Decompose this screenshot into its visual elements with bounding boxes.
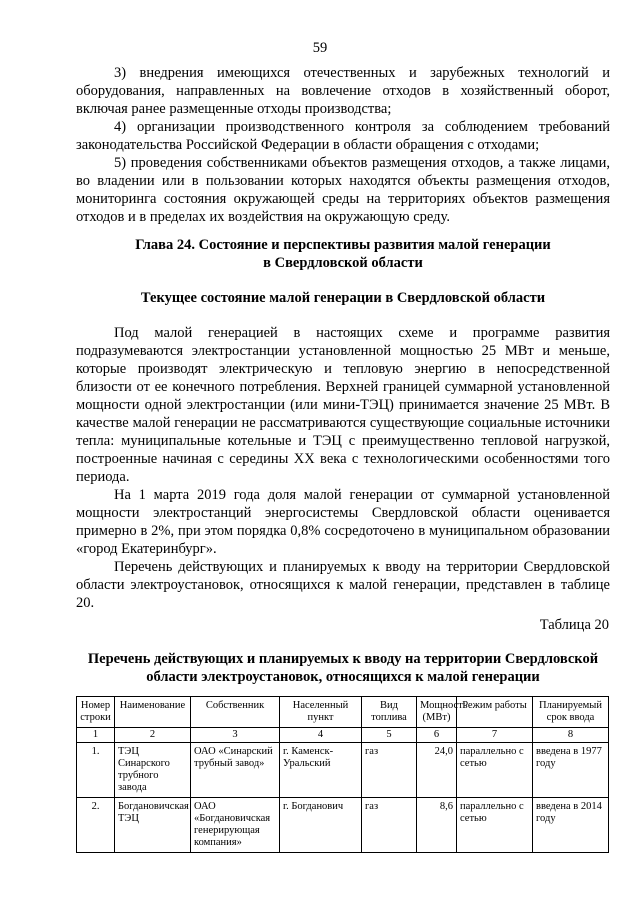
table-title-line: Перечень действующих и планируемых к вводу на территории Свердловской [87,651,599,667]
column-header: Вид топлива [362,697,417,728]
list-block [76,64,610,226]
column-number: 6 [417,728,457,743]
paragraph: На 1 марта 2019 года доля малой генерации от суммарной установленной мощности электростанций энергосистемы Свердловской области оценивается примерно в 2%, при этом порядка 0,8% сосредоточено в муниципальном образовании «город Екатеринбург». [76,487,610,557]
capacity: 8,6 [417,798,457,853]
paragraph: Перечень действующих и планируемых к вводу на территории Свердловской области электроустановок, относящихся к малой генерации, представлен в таблице 20. [76,559,610,611]
list-item: 5) проведения собственниками объектов размещения отходов, а также лицами, во владении или в пользовании которых находятся объекты размещения отходов, мониторинга состояния окружающей среды на территориях объектов размещения отходов и в пределах их воздействия на окружающую среду. [76,155,610,225]
row-number: 1. [77,743,115,798]
row-number: 2. [77,798,115,853]
section-heading: Текущее состояние малой генерации в Свердловской области [140,290,546,306]
table-row [77,743,609,798]
chapter-heading-line: в Свердловской области [263,255,423,271]
column-number: 7 [457,728,533,743]
column-number: 1 [77,728,115,743]
column-number: 5 [362,728,417,743]
capacity: 24,0 [417,743,457,798]
list-item: 3) внедрения имеющихся отечественных и зарубежных технологий и оборудования, направленных на вовлечение отходов в хозяйственный оборот, включая ранее размещенные отходы производства; [76,65,610,117]
column-number: 8 [533,728,609,743]
column-number: 4 [280,728,362,743]
chapter-heading [60,236,626,272]
paragraph: Под малой генерацией в настоящих схеме и программе развития подразумеваются электростанции установленной мощностью 25 МВт и меньше, которые производят электрическую и тепловую энергию в непосредственной близости от ее конечного потребления. Верхней границей суммарной установленной мощности одной электростанции (или мини-ТЭЦ) принимается значение 25 МВт. В качестве малой генерации не рассматриваются существующие социальные источники тепла: муниципальные котельные и ТЭЦ с преимущественно тепловой нагрузкой, построенные начиная с середины XX века с технологическими особенностями того периода. [76,325,610,485]
chapter-heading-line: Глава 24. Состояние и перспективы развития малой генерации [135,237,551,253]
column-header: Наименование [115,697,191,728]
column-header: Режим работы [457,697,533,728]
paragraphs-block [76,324,610,612]
column-number-row [77,728,609,743]
plant-name: ТЭЦ Синарского трубного завода [115,743,191,798]
table-title-line: области электроустановок, относящихся к малой генерации [146,669,540,685]
commissioning-date: введена в 2014 году [533,798,609,853]
column-header: Планируемый срок ввода [533,697,609,728]
data-table [76,696,609,853]
locality: г. Каменск-Уральский [280,743,362,798]
operating-mode: параллельно с сетью [457,798,533,853]
column-number: 3 [191,728,280,743]
column-header: Номер строки [77,697,115,728]
table-caption: Таблица 20 [539,617,609,633]
table-title [60,650,626,686]
fuel-type: газ [362,798,417,853]
locality: г. Богданович [280,798,362,853]
commissioning-date: введена в 1977 году [533,743,609,798]
column-header: Собственник [191,697,280,728]
fuel-type: газ [362,743,417,798]
column-number: 2 [115,728,191,743]
column-header: Мощность (МВт) [417,697,457,728]
owner: ОАО «Богдановичская генерирующая компания» [191,798,280,853]
table-header-row [77,697,609,728]
owner: ОАО «Синарский трубный завод» [191,743,280,798]
page-number: 59 [312,40,328,56]
table-row [77,798,609,853]
column-header: Населенный пункт [280,697,362,728]
operating-mode: параллельно с сетью [457,743,533,798]
list-item: 4) организации производственного контроля за соблюдением требований законодательства Российской Федерации в области обращения с отходами; [76,119,610,153]
plant-name: Богдановичская ТЭЦ [115,798,191,853]
